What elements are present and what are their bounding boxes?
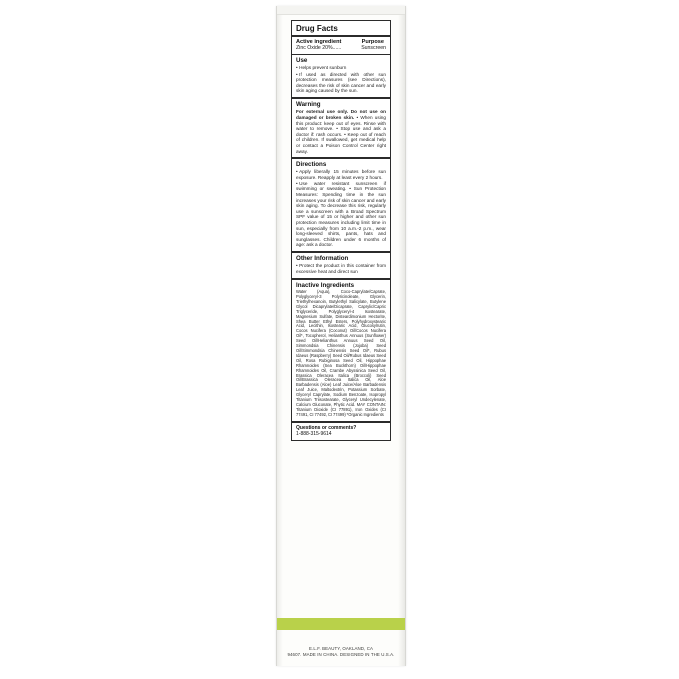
package-top-cap (277, 6, 405, 15)
manufacturer-line-2: 94607. MADE IN CHINA. DESIGNED IN THE U.S.A. (287, 652, 395, 657)
use-bullet: • Helps prevent sunburn (296, 65, 386, 71)
inactive-ingredients-section (292, 280, 390, 423)
directions-bullet: • Apply liberally 15 minutes before sun exposure. Reapply at least every 2 hours. (296, 169, 386, 180)
drug-facts-title: Drug Facts (292, 21, 390, 37)
questions-phone-number: 1-888-315-9614 (296, 430, 332, 437)
manufacturer-footer (277, 646, 405, 658)
directions-bullet: • Use water resistant sunscreen if swimming or sweating. • Sun Protection Measures: Spending time in the sun increases your risk of skin cancer and early skin aging. To decrease this risk, regularly use a sunscreen with a Broad Spectrum SPF value of 15 or higher and other sun protection measures including limit time in sun, especially from 10 a.m.-2 p.m., wear long-sleeved shirts, pants, hats and sunglasses. Children under 6 months of age: ask a doctor. (296, 181, 386, 248)
active-ingredient-column-header: Active ingredient (296, 39, 342, 45)
warning-section (292, 99, 390, 159)
active-ingredient-value: Zinc Oxide 20%...... (296, 45, 342, 52)
package-right-edge (398, 6, 405, 666)
questions-label: Questions or comments? (296, 424, 357, 431)
inactive-ingredients-heading: Inactive Ingredients (296, 282, 355, 290)
other-information-bullet: • Protect the product in this container from excessive heat and direct sun (296, 263, 386, 274)
purpose-value: Sunscreen (361, 45, 386, 52)
warning-intro-text: For external use only. Do not use on damaged or broken skin. (296, 109, 386, 120)
active-ingredient-section (292, 37, 390, 55)
warning-heading: Warning (296, 101, 321, 109)
inactive-ingredients-body: Water (Aqua), Coco-Caprylate/Caprate, Polyglyceryl-3 Polyricinoleate, Glycerin, Triethylhexanoin, Butylethyl Salicylate, Butylene Glycol Dicaprylate/Dicaprate, Caprylic/Capric Triglyceride, Polyglyceryl-4 Isostearate, Magnesium Sulfate, Disteardimonium Hectorite, Shea Butter Ethyl Esters, Polyhydroxystearic Acid, Lecithin, Isostearic Acid, Glucosylrutin, Cocos Nucifera (Coconut) Oil/Cocos Nucifera Oil*, Tocopherol, Helianthus Annuus (Sunflower) Seed Oil/Helianthus Annuus Seed Oil, Simmondsia Chinensis (Jojoba) Seed Oil/Simmondsia Chinensis Seed Oil*, Rubus Idaeus (Raspberry) Seed Oil/Rubus Idaeus Seed Oil, Rosa Rubiginosa Seed Oil, Hippophae Rhamnoides (Sea Buckthorn) Oil/Hippophae Rhamnoides Oil, Crambe Abyssinica Seed Oil, Brassica Oleracea Italica (Broccoli) Seed Oil/Brassica Oleracea Italica Oil, Aloe Barbadensis (Aloe) Leaf Juice/Aloe Barbadensis Leaf Juice, Maltodextrin, Potassium Sorbate, Glyceryl Caprylate, Sodium Benzoate, Isopropyl Titanium Triisostearate, Glyceryl Undecylenate, Calcium Gluconate, Phytic Acid. MAY CONTAIN: Titanium Dioxide (CI 77891), Iron Oxides (CI 77491, CI 77492, CI 77499) *Organic Ingredients (296, 289, 386, 417)
warning-body-text: • When using this product: keep out of eyes. Rinse with water to remove. • Stop use and ask a doctor if: rash occurs. • Keep out of reach of children. If swallowed, get medical help or contact a Poison Control Center right away. (296, 114, 386, 154)
directions-heading: Directions (296, 161, 327, 169)
other-information-section (292, 253, 390, 280)
drug-facts-panel (291, 20, 391, 441)
package-left-edge (277, 6, 283, 666)
questions-section (292, 423, 390, 440)
product-package (276, 6, 406, 666)
directions-section (292, 159, 390, 253)
other-information-heading: Other Information (296, 255, 349, 263)
use-heading: Use (296, 57, 308, 65)
use-bullet: • If used as directed with other sun protection measures (see Directions), decreases the risk of skin cancer and early skin aging caused by the sun. (296, 72, 386, 94)
manufacturer-line-1: E.L.F. BEAUTY, OAKLAND, CA (308, 646, 373, 651)
green-accent-band (277, 618, 405, 630)
purpose-column-header: Purpose (361, 39, 384, 45)
use-section (292, 55, 390, 99)
